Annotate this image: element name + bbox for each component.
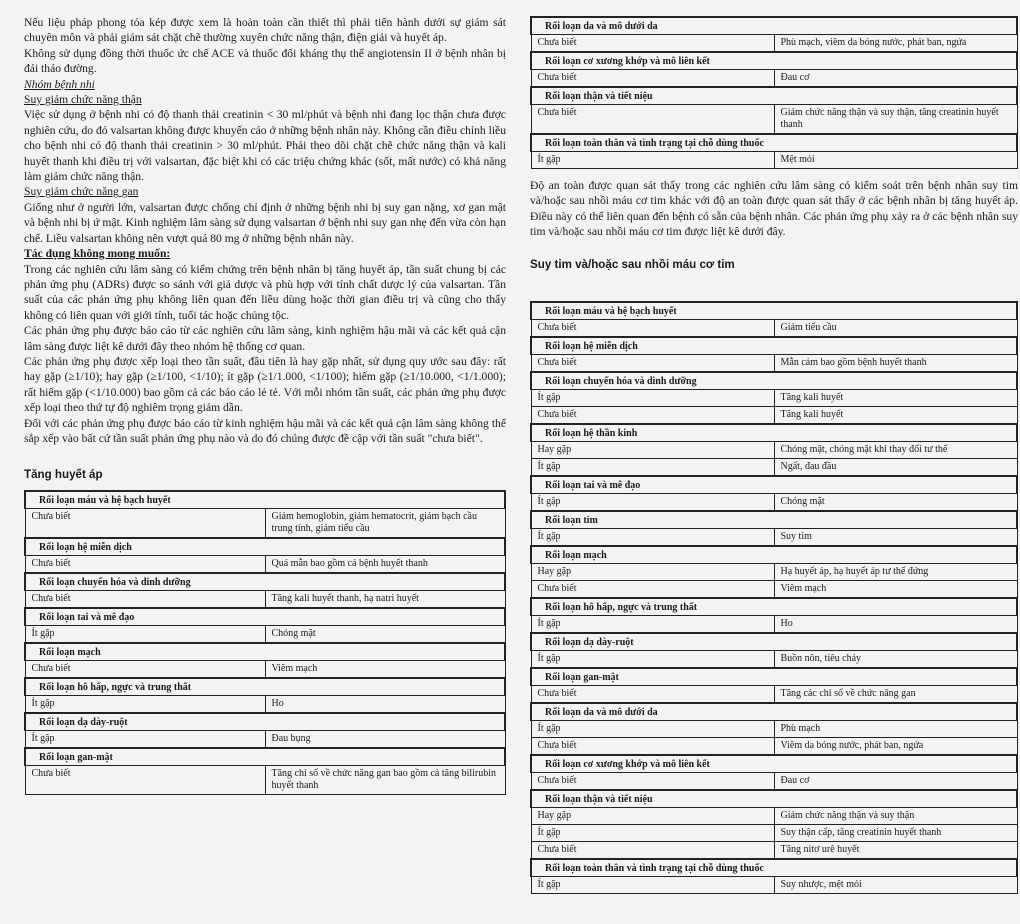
table-row [531, 105, 1017, 135]
reaction-cell: Tăng kali huyết [774, 389, 1017, 406]
table-row [25, 696, 505, 714]
reaction-cell: Đau cơ [774, 70, 1017, 88]
frequency-cell: Chưa biết [531, 737, 774, 755]
reaction-cell: Buồn nôn, tiêu chảy [774, 650, 1017, 668]
category-row [531, 476, 1017, 494]
category-row [531, 337, 1017, 355]
frequency-cell: Hay gặp [531, 563, 774, 580]
table-row [531, 35, 1017, 53]
category-label: Rối loạn hệ thần kinh [531, 424, 1017, 442]
category-label: Rối loạn gan-mật [25, 748, 505, 766]
category-row [531, 511, 1017, 529]
body-paragraph: Trong các nghiên cứu lâm sàng có kiểm chứng trên bệnh nhân bị tăng huyết áp, tần suất chung bị các phản ứng phụ (ADRs) được so sánh với giả dược và phù hợp với tính chất dược lý của valsartan. Tần suất của các phản ứng phụ không liên quan đến liều dùng hoặc thời gian điều trị và cũng cho thấy không có liên quan với giới tính, tuổi tác hoặc chủng tộc. [24, 262, 506, 322]
table-row [531, 685, 1017, 703]
table-row [531, 615, 1017, 633]
frequency-cell: Ít gặp [531, 458, 774, 476]
section-heading: Suy giảm chức năng thận [24, 93, 142, 107]
table-row [531, 70, 1017, 88]
reaction-cell: Chóng mặt [774, 493, 1017, 511]
reaction-cell: Mẫn cảm bao gồm bệnh huyết thanh [774, 354, 1017, 372]
category-row [531, 52, 1017, 70]
category-label: Rối loạn tai và mê đạo [531, 476, 1017, 494]
left-column [24, 0, 506, 795]
reaction-cell: Suy nhược, mệt mỏi [774, 876, 1017, 893]
category-label: Rối loạn hệ miễn dịch [25, 538, 505, 556]
section-heading: Nhóm bệnh nhi [24, 77, 95, 91]
frequency-cell: Chưa biết [531, 319, 774, 337]
frequency-cell: Ít gặp [25, 731, 265, 749]
frequency-cell: Chưa biết [531, 70, 774, 88]
reaction-cell: Viêm mạch [774, 580, 1017, 598]
frequency-cell: Ít gặp [531, 615, 774, 633]
category-label: Rối loạn mạch [531, 546, 1017, 564]
reaction-cell: Giảm tiểu cầu [774, 319, 1017, 337]
category-label: Rối loạn cơ xương khớp và mô liên kết [531, 52, 1017, 70]
frequency-cell: Ít gặp [25, 626, 265, 644]
reaction-cell: Phù mạch [774, 720, 1017, 737]
section-heading: Tác dụng không mong muốn: [24, 247, 171, 261]
category-row [531, 134, 1017, 152]
table-row [531, 807, 1017, 824]
frequency-cell: Ít gặp [531, 152, 774, 169]
reaction-cell: Tăng các chỉ số về chức năng gan [774, 685, 1017, 703]
frequency-cell: Ít gặp [531, 720, 774, 737]
reaction-cell: Tăng kali huyết [774, 406, 1017, 424]
table-title-hypertension: Tăng huyết áp [24, 468, 103, 482]
body-paragraph: Các phản ứng phụ được xếp loại theo tần suất, đầu tiên là hay gặp nhất, sử dụng quy ước sau đây: rất hay gặp (≥1/10); hay gặp (≥1/100, <1/10); ít gặp (≥1/1.000, <1/100); hiếm gặp (≥1/10.000, <1/1.000); rất hiếm gặp (<1/10.000) bao gồm cả các báo cáo lẻ tẻ. Với mỗi nhóm tần suất, các phản ứng phụ được xếp loại theo thứ tự độ nghiêm trọng giảm dần. [24, 354, 506, 415]
reaction-cell: Suy thận cấp, tăng creatinin huyết thanh [774, 824, 1017, 841]
category-label: Rối loạn tim [531, 511, 1017, 529]
frequency-cell: Chưa biết [531, 105, 774, 135]
body-paragraph: Giống như ở người lớn, valsartan được chống chỉ định ở những bệnh nhi bị suy gan nặng, xơ gan mật và bệnh nhi bị ứ mật. Kinh nghiệm lâm sàng sử dụng valsartan ở bệnh nhi suy gan nhẹ đến vừa còn hạn chế. Liều valsartan không nên vượt quá 80 mg ở những bệnh nhân này. [24, 200, 506, 245]
category-row [25, 608, 505, 626]
category-label: Rối loạn hô hấp, ngực và trung thất [25, 678, 505, 696]
reaction-cell: Đau bụng [265, 731, 505, 749]
frequency-cell: Chưa biết [531, 841, 774, 859]
category-label: Rối loạn tai và mê đạo [25, 608, 505, 626]
category-label: Rối loạn máu và hệ bạch huyết [25, 491, 505, 509]
reaction-cell: Giảm chức năng thận và suy thận, tăng creatinin huyết thanh [774, 105, 1017, 135]
category-row [531, 424, 1017, 442]
frequency-cell: Chưa biết [25, 661, 265, 679]
frequency-cell: Chưa biết [531, 406, 774, 424]
reaction-cell: Tăng nitơ urê huyết [774, 841, 1017, 859]
category-row [531, 790, 1017, 808]
table-row [531, 876, 1017, 893]
reaction-cell: Tăng kali huyết thanh, hạ natri huyết [265, 591, 505, 609]
table-row [25, 626, 505, 644]
left-text-block [24, 15, 506, 446]
frequency-cell: Hay gặp [531, 441, 774, 458]
category-label: Rối loạn toàn thân và tình trạng tại chỗ dùng thuốc [531, 859, 1017, 877]
category-row [531, 17, 1017, 35]
reaction-cell: Phù mạch, viêm da bóng nước, phát ban, ngứa [774, 35, 1017, 53]
frequency-cell: Hay gặp [531, 807, 774, 824]
table-row [531, 389, 1017, 406]
table-row [25, 556, 505, 574]
category-label: Rối loạn da và mô dưới da [531, 703, 1017, 721]
category-row [25, 748, 505, 766]
category-row [531, 668, 1017, 686]
body-paragraph: Các phản ứng phụ được báo cáo từ các nghiên cứu lâm sàng, kinh nghiệm hậu mãi và các kết quả cận lâm sàng được liệt kê dưới đây theo nhóm hệ thống cơ quan. [24, 324, 506, 353]
category-row [531, 633, 1017, 651]
adverse-table-hypertension [24, 490, 506, 795]
category-label: Rối loạn hô hấp, ngực và trung thất [531, 598, 1017, 616]
category-row [531, 703, 1017, 721]
table-row [531, 441, 1017, 458]
reaction-cell: Chóng mặt [265, 626, 505, 644]
reaction-cell: Chóng mặt, chóng mặt khi thay đổi tư thế [774, 441, 1017, 458]
category-label: Rối loạn da và mô dưới da [531, 17, 1017, 35]
table-row [531, 319, 1017, 337]
table-title-heart-failure: Suy tim và/hoặc sau nhồi máu cơ tim [530, 257, 735, 271]
frequency-cell: Chưa biết [531, 35, 774, 53]
table-row [531, 737, 1017, 755]
reaction-cell: Ngất, đau đầu [774, 458, 1017, 476]
reaction-cell: Giảm chức năng thận và suy thận [774, 807, 1017, 824]
category-row [531, 859, 1017, 877]
frequency-cell: Chưa biết [531, 772, 774, 790]
table-row [531, 458, 1017, 476]
frequency-cell: Chưa biết [531, 685, 774, 703]
body-paragraph: Việc sử dụng ở bệnh nhi có độ thanh thải creatinin < 30 ml/phút và bệnh nhi đang lọc thận chưa được nghiên cứu, do đó valsartan không được khuyến cáo ở những bệnh nhân này. Không cần điều chỉnh liều cho bệnh nhi có độ thanh thải creatinin > 30 ml/phút. Phải theo dõi chặt chẽ chức năng thận và kali huyết thanh khi điều trị với valsartan, đặc biệt khi có các triệu chứng khác (sốt, mất nước) có khả năng làm giảm chức năng thận. [24, 108, 506, 184]
table-row [531, 563, 1017, 580]
body-paragraph: Đối với các phản ứng phụ được báo cáo từ kinh nghiệm hậu mãi và các kết quả cận lâm sàng không thể sắp xếp vào bất cứ tần suất phản ứng phụ nào và do đó chúng được đề cập với tần suất "chưa biết". [24, 416, 506, 445]
frequency-cell: Chưa biết [25, 591, 265, 609]
table-row [531, 493, 1017, 511]
category-row [531, 546, 1017, 564]
frequency-cell: Ít gặp [531, 389, 774, 406]
category-label: Rối loạn thận và tiết niệu [531, 790, 1017, 808]
heart-failure-intro: Độ an toàn được quan sát thấy trong các nghiên cứu lâm sàng có kiểm soát trên bệnh nhân suy tim và/hoặc sau nhồi máu cơ tim khác với độ an toàn được quan sát thấy ở các bệnh nhân bị tăng huyết áp. Điều này có thể liên quan đến bệnh có sẵn của bệnh nhân. Các phản ứng phụ xảy ra ở các bệnh nhân suy tim và/hoặc sau nhồi máu cơ tim được liệt kê dưới đây. [530, 179, 1018, 239]
category-label: Rối loạn hệ miễn dịch [531, 337, 1017, 355]
category-label: Rối loạn mạch [25, 643, 505, 661]
adverse-table-heart-failure [530, 301, 1018, 894]
category-row [25, 713, 505, 731]
category-label: Rối loạn gan-mật [531, 668, 1017, 686]
body-paragraph: Không sử dụng đồng thời thuốc ức chế ACE và thuốc đối kháng thụ thể angiotensin II ở bệnh nhân bị đái tháo đường. [24, 46, 506, 76]
frequency-cell: Ít gặp [531, 824, 774, 841]
reaction-cell: Viêm mạch [265, 661, 505, 679]
category-row [531, 598, 1017, 616]
category-label: Rối loạn thận và tiết niệu [531, 87, 1017, 105]
right-column [530, 0, 1018, 894]
table-row [531, 772, 1017, 790]
table-row [531, 580, 1017, 598]
section-heading: Suy giảm chức năng gan [24, 185, 139, 199]
reaction-cell: Hạ huyết áp, hạ huyết áp tư thế đứng [774, 563, 1017, 580]
category-row [25, 678, 505, 696]
category-label: Rối loạn dạ dày-ruột [531, 633, 1017, 651]
frequency-cell: Ít gặp [531, 876, 774, 893]
frequency-cell: Ít gặp [531, 493, 774, 511]
table-row [531, 841, 1017, 859]
category-label: Rối loạn dạ dày-ruột [25, 713, 505, 731]
reaction-cell: Đau cơ [774, 772, 1017, 790]
reaction-cell: Suy tim [774, 528, 1017, 546]
frequency-cell: Ít gặp [531, 650, 774, 668]
reaction-cell: Tăng chỉ số về chức năng gan bao gồm cả tăng bilirubin huyết thanh [265, 766, 505, 795]
frequency-cell: Chưa biết [25, 509, 265, 539]
reaction-cell: Ho [265, 696, 505, 714]
reaction-cell: Mệt mỏi [774, 152, 1017, 169]
frequency-cell: Chưa biết [531, 354, 774, 372]
frequency-cell: Ít gặp [25, 696, 265, 714]
table-row [531, 650, 1017, 668]
category-row [531, 87, 1017, 105]
reaction-cell: Quá mẫn bao gồm cả bệnh huyết thanh [265, 556, 505, 574]
category-row [25, 491, 505, 509]
table-row [25, 766, 505, 795]
frequency-cell: Chưa biết [25, 556, 265, 574]
category-label: Rối loạn cơ xương khớp và mô liên kết [531, 755, 1017, 773]
reaction-cell: Giảm hemoglobin, giảm hematocrit, giảm bạch cầu trung tính, giảm tiểu cầu [265, 509, 505, 539]
table-row [25, 591, 505, 609]
table-row [531, 528, 1017, 546]
table-row [531, 152, 1017, 169]
adverse-table-hypertension-continued [530, 16, 1018, 169]
category-label: Rối loạn chuyển hóa và dinh dưỡng [531, 372, 1017, 390]
table-row [531, 406, 1017, 424]
category-row [531, 372, 1017, 390]
frequency-cell: Ít gặp [531, 528, 774, 546]
category-label: Rối loạn toàn thân và tình trạng tại chỗ dùng thuốc [531, 134, 1017, 152]
category-row [25, 538, 505, 556]
table-row [25, 731, 505, 749]
table-row [25, 509, 505, 539]
frequency-cell: Chưa biết [25, 766, 265, 795]
reaction-cell: Ho [774, 615, 1017, 633]
table-row [531, 824, 1017, 841]
table-row [531, 354, 1017, 372]
category-row [25, 573, 505, 591]
table-row [25, 661, 505, 679]
body-paragraph: Nếu liệu pháp phong tỏa kép được xem là hoàn toàn cần thiết thì phải tiến hành dưới sự giám sát chuyên môn và phải giám sát chặt chẽ thường xuyên chức năng thận, điện giải và huyết áp. [24, 16, 506, 45]
category-row [531, 302, 1017, 320]
category-row [25, 643, 505, 661]
frequency-cell: Chưa biết [531, 580, 774, 598]
category-label: Rối loạn máu và hệ bạch huyết [531, 302, 1017, 320]
category-label: Rối loạn chuyển hóa và dinh dưỡng [25, 573, 505, 591]
category-row [531, 755, 1017, 773]
reaction-cell: Viêm da bóng nước, phát ban, ngứa [774, 737, 1017, 755]
table-row [531, 720, 1017, 737]
